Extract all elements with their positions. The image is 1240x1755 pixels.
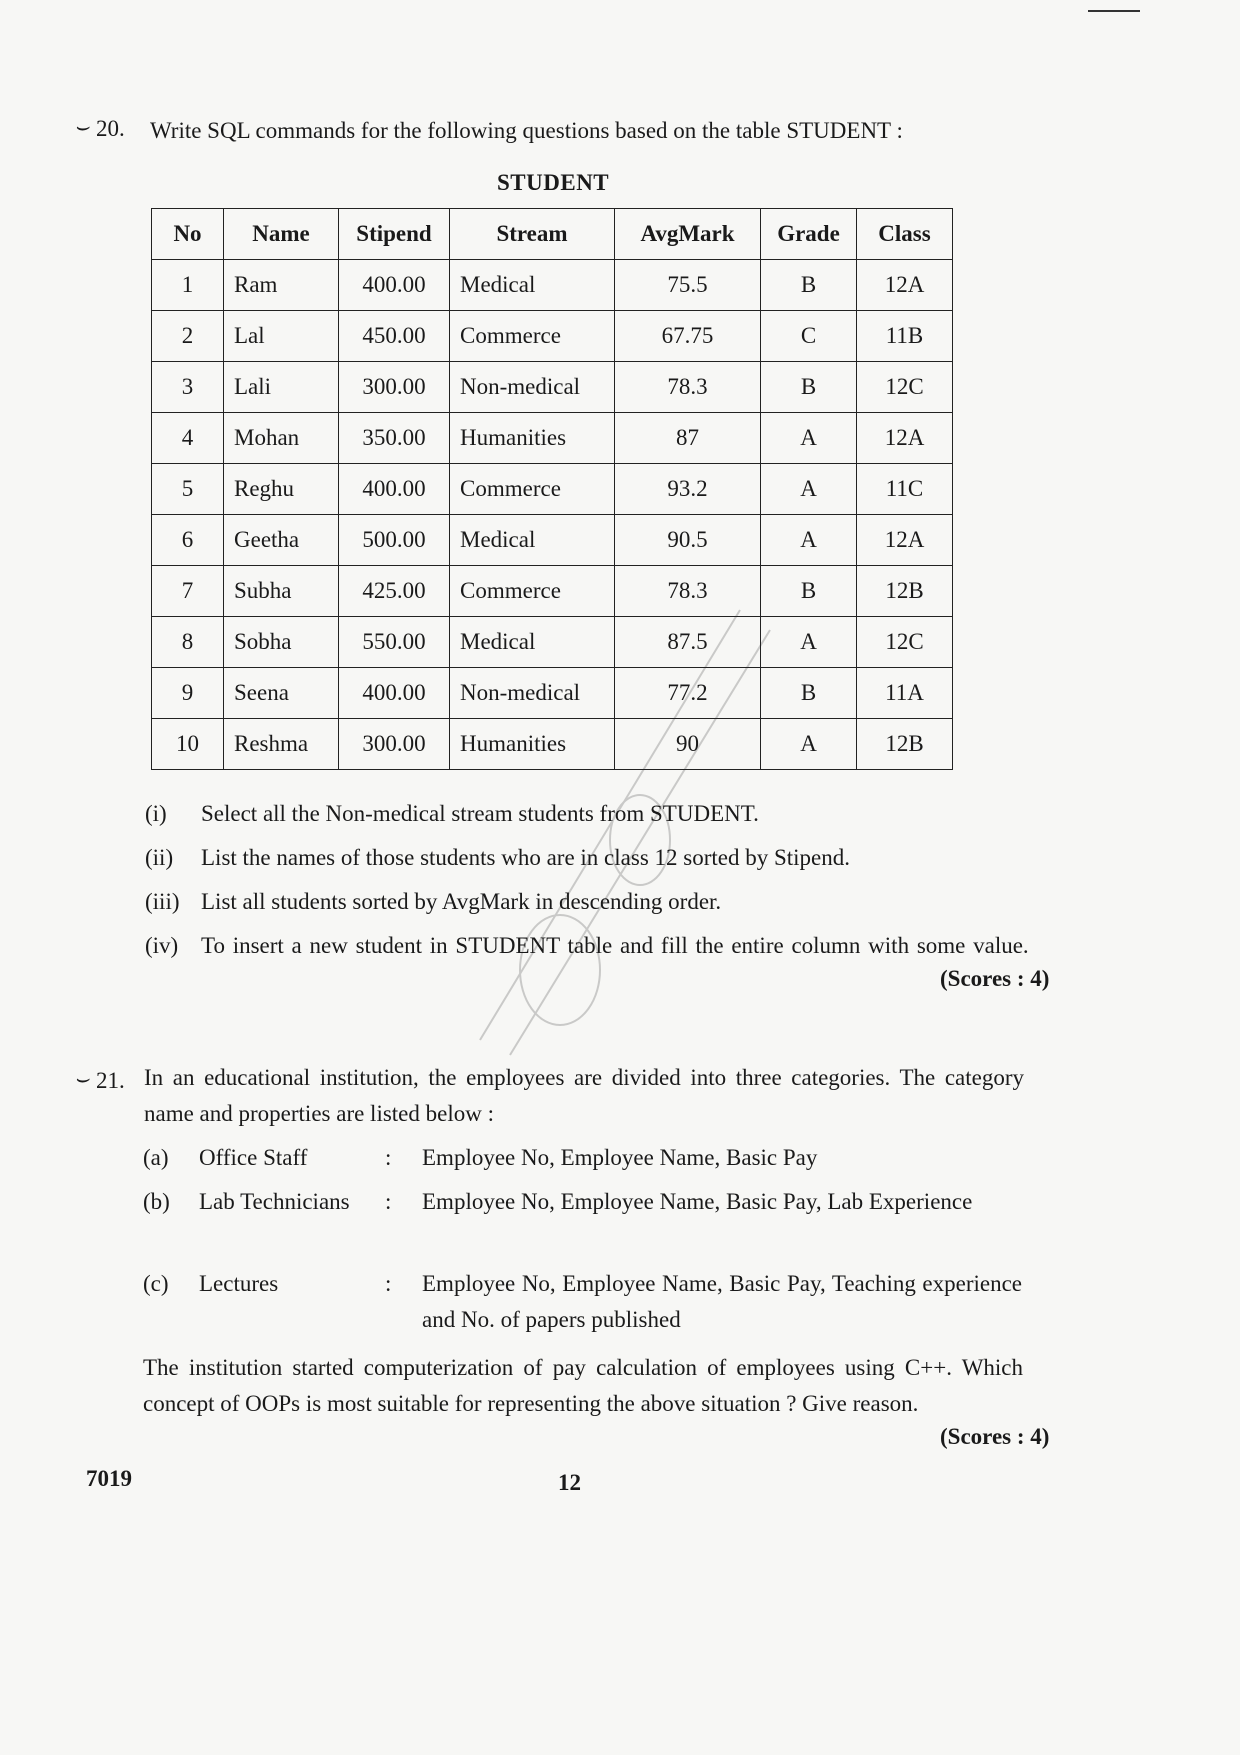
- cell-stream: Humanities: [450, 719, 615, 770]
- cell-avgmark: 90: [615, 719, 761, 770]
- cell-grade: A: [761, 617, 857, 668]
- table-row: [152, 566, 953, 617]
- q21-cat-sep-b: :: [385, 1189, 392, 1214]
- cell-grade: A: [761, 464, 857, 515]
- cell-stream: Medical: [450, 617, 615, 668]
- table-title: STUDENT: [497, 170, 610, 195]
- q20-sub-label-ii: (ii): [145, 845, 174, 870]
- cell-avgmark: 87: [615, 413, 761, 464]
- col-header-grade: Grade: [761, 209, 857, 260]
- cell-class: 12A: [857, 515, 953, 566]
- cell-name: Lal: [224, 311, 339, 362]
- cell-stream: Commerce: [450, 566, 615, 617]
- page-number: 12: [558, 1470, 581, 1495]
- q21-scores: (Scores : 4): [940, 1424, 1050, 1449]
- table-row: [152, 464, 953, 515]
- cell-no: 5: [152, 464, 224, 515]
- q20-sub-text-iv: To insert a new student in STUDENT table and fill the entire column with some value.: [201, 933, 1029, 958]
- cell-no: 3: [152, 362, 224, 413]
- q21-cat-name-c: Lectures: [199, 1271, 279, 1296]
- cell-grade: B: [761, 566, 857, 617]
- col-header-stream: Stream: [450, 209, 615, 260]
- cell-name: Reghu: [224, 464, 339, 515]
- table-row: [152, 413, 953, 464]
- cell-stream: Medical: [450, 515, 615, 566]
- cell-grade: B: [761, 260, 857, 311]
- cell-stream: Non-medical: [450, 362, 615, 413]
- q21-check-mark: ⌣: [74, 1066, 90, 1091]
- cell-stipend: 300.00: [339, 362, 450, 413]
- q21-closing: The institution started computerization of pay calculation of employees using C++. Which concept of OOPs is most suitable for representing the above situation ? Give reason.: [143, 1355, 1023, 1416]
- cell-stipend: 550.00: [339, 617, 450, 668]
- col-header-class: Class: [857, 209, 953, 260]
- cell-class: 12B: [857, 719, 953, 770]
- cell-no: 8: [152, 617, 224, 668]
- q20-sub-text-iii: List all students sorted by AvgMark in descending order.: [201, 889, 722, 914]
- cell-stipend: 425.00: [339, 566, 450, 617]
- q20-sub-label-i: (i): [145, 801, 167, 826]
- table-row: [152, 515, 953, 566]
- cell-class: 12B: [857, 566, 953, 617]
- cell-no: 10: [152, 719, 224, 770]
- cell-name: Lali: [224, 362, 339, 413]
- table-row: [152, 719, 953, 770]
- cell-stream: Humanities: [450, 413, 615, 464]
- cell-stipend: 500.00: [339, 515, 450, 566]
- paper-code: 7019: [86, 1466, 132, 1491]
- table-row: [152, 260, 953, 311]
- q20-sub-label-iv: (iv): [145, 933, 179, 958]
- cell-class: 12A: [857, 413, 953, 464]
- cell-class: 11A: [857, 668, 953, 719]
- cell-stipend: 450.00: [339, 311, 450, 362]
- cell-stipend: 300.00: [339, 719, 450, 770]
- col-header-no: No: [152, 209, 224, 260]
- table-row: [152, 362, 953, 413]
- q20-number: 20.: [96, 116, 125, 141]
- cell-no: 4: [152, 413, 224, 464]
- q21-cat-label-c: (c): [143, 1271, 169, 1296]
- cell-avgmark: 75.5: [615, 260, 761, 311]
- cell-avgmark: 77.2: [615, 668, 761, 719]
- cell-grade: A: [761, 719, 857, 770]
- cell-stipend: 350.00: [339, 413, 450, 464]
- q21-cat-props-b: Employee No, Employee Name, Basic Pay, Lab Experience: [422, 1189, 973, 1214]
- cell-no: 1: [152, 260, 224, 311]
- cell-name: Subha: [224, 566, 339, 617]
- cell-stream: Commerce: [450, 311, 615, 362]
- cell-class: 11C: [857, 464, 953, 515]
- cell-avgmark: 67.75: [615, 311, 761, 362]
- q21-cat-name-a: Office Staff: [199, 1145, 308, 1170]
- table-row: [152, 617, 953, 668]
- col-header-stipend: Stipend: [339, 209, 450, 260]
- cell-class: 12C: [857, 617, 953, 668]
- cell-stream: Non-medical: [450, 668, 615, 719]
- cell-name: Ram: [224, 260, 339, 311]
- q21-intro: In an educational institution, the employees are divided into three categories. The category name and properties are listed below :: [144, 1065, 1024, 1126]
- cell-name: Seena: [224, 668, 339, 719]
- q20-sub-label-iii: (iii): [145, 889, 180, 914]
- top-rule: [1088, 10, 1140, 12]
- cell-avgmark: 78.3: [615, 566, 761, 617]
- cell-stream: Medical: [450, 260, 615, 311]
- cell-no: 9: [152, 668, 224, 719]
- cell-grade: B: [761, 362, 857, 413]
- cell-stream: Commerce: [450, 464, 615, 515]
- q21-cat-sep-a: :: [385, 1145, 392, 1170]
- q20-sub-text-ii: List the names of those students who are in class 12 sorted by Stipend.: [201, 845, 851, 870]
- cell-grade: C: [761, 311, 857, 362]
- cell-avgmark: 87.5: [615, 617, 761, 668]
- q20-check-mark: ⌣: [74, 114, 90, 139]
- cell-class: 12C: [857, 362, 953, 413]
- cell-avgmark: 78.3: [615, 362, 761, 413]
- q21-cat-label-a: (a): [143, 1145, 169, 1170]
- q20-intro: Write SQL commands for the following questions based on the table STUDENT :: [150, 118, 903, 143]
- cell-name: Sobha: [224, 617, 339, 668]
- table-row: [152, 311, 953, 362]
- cell-no: 6: [152, 515, 224, 566]
- cell-stipend: 400.00: [339, 260, 450, 311]
- cell-name: Geetha: [224, 515, 339, 566]
- col-header-name: Name: [224, 209, 339, 260]
- cell-name: Mohan: [224, 413, 339, 464]
- cell-grade: A: [761, 413, 857, 464]
- cell-grade: B: [761, 668, 857, 719]
- cell-no: 7: [152, 566, 224, 617]
- student-table: [151, 208, 953, 770]
- cell-avgmark: 90.5: [615, 515, 761, 566]
- cell-stipend: 400.00: [339, 668, 450, 719]
- table-header-row: [152, 209, 953, 260]
- table-row: [152, 668, 953, 719]
- cell-avgmark: 93.2: [615, 464, 761, 515]
- q21-cat-label-b: (b): [143, 1189, 170, 1214]
- q20-sub-text-i: Select all the Non-medical stream students from STUDENT.: [201, 801, 759, 826]
- q20-scores: (Scores : 4): [940, 966, 1050, 991]
- cell-grade: A: [761, 515, 857, 566]
- cell-class: 11B: [857, 311, 953, 362]
- q21-cat-props-a: Employee No, Employee Name, Basic Pay: [422, 1145, 818, 1170]
- cell-name: Reshma: [224, 719, 339, 770]
- q21-cat-sep-c: :: [385, 1271, 392, 1296]
- cell-stipend: 400.00: [339, 464, 450, 515]
- q21-cat-name-b: Lab Technicians: [199, 1189, 350, 1214]
- q21-cat-props-c: Employee No, Employee Name, Basic Pay, Teaching experience and No. of papers published: [422, 1271, 1022, 1332]
- col-header-avgmark: AvgMark: [615, 209, 761, 260]
- q21-number: 21.: [96, 1068, 125, 1093]
- cell-class: 12A: [857, 260, 953, 311]
- cell-no: 2: [152, 311, 224, 362]
